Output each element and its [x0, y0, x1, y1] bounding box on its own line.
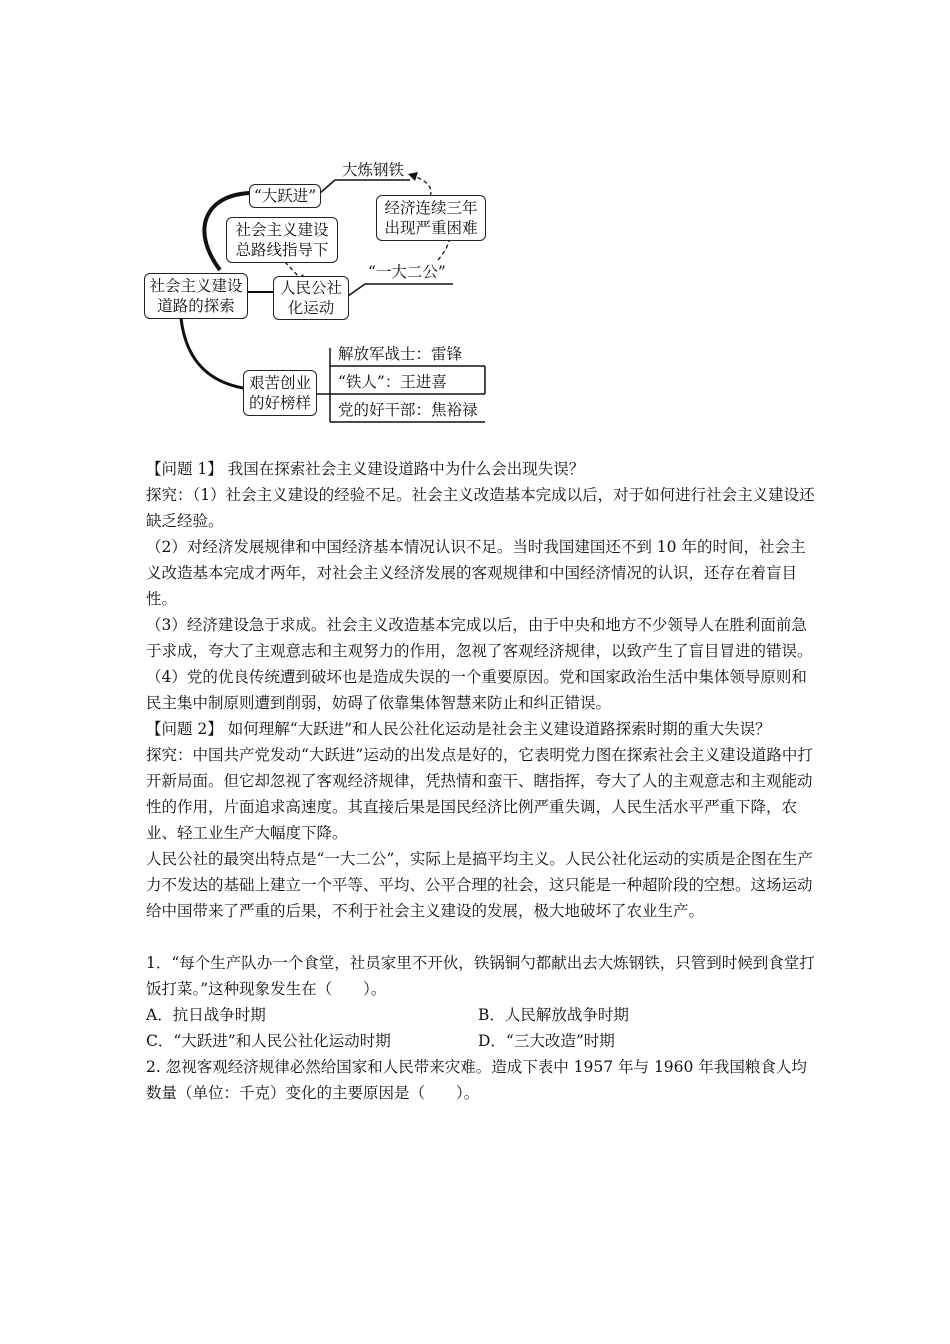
q2-answer-2: 人民公社的最突出特点是“一大二公”，实际上是搞平均主义。人民公社化运动的实质是企图在生产力不发达的基础上建立一个平等、平均、公平合理的社会，这只能是一种超阶段的空想。这场运动给中国带来了严重的后果，不利于社会主义建设的发展，极大地破坏了农业生产。 — [146, 850, 813, 920]
option-b: B．人民解放战争时期 — [478, 1006, 629, 1024]
general-line-box: 社会主义建设 总路线指导下 — [226, 217, 338, 263]
model-item-jiaoyulu: 党的好干部：焦裕禄 — [338, 401, 478, 419]
leap-steel-line — [320, 180, 410, 193]
difficulty-box: 经济连续三年 出现严重困难 — [376, 195, 486, 241]
q2-title: 【问题 2】 如何理解“大跃进”和人民公社化运动是社会主义建设道路探索时期的重大失误？ — [146, 720, 771, 738]
commune-yida-line — [348, 284, 453, 296]
option-c: C．“大跃进”和人民公社化运动时期 — [146, 1032, 391, 1050]
q1-answer-3: （3）经济建设急于求成。社会主义改造基本完成以后，由于中央和地方不少领导人在胜利面前急于求成，夸大了主观意志和主观努力的作用，忽视了客观经济规律，以致产生了盲目冒进的错误。 — [146, 616, 813, 660]
q1-answer-2: （2）对经济发展规律和中国经济基本情况认识不足。当时我国建国还不到 10 年的时间，社会主义改造基本完成才两年，对社会主义经济发展的客观规律和中国经济情况的认识，还存在着盲目性。 — [146, 538, 806, 608]
steel-label: 大炼钢铁 — [342, 161, 405, 179]
yida-label: “一大二公” — [368, 263, 446, 281]
commune-box: 人民公社 化运动 — [273, 276, 349, 320]
q1-title: 【问题 1】 我国在探索社会主义建设道路中为什么会出现失误？ — [146, 460, 585, 478]
knowledge-diagram — [0, 0, 950, 440]
q1-answer-1: 探究：（1）社会主义建设的经验不足。社会主义改造基本完成以后，对于如何进行社会主义建设还缺乏经验。 — [146, 486, 815, 530]
model-item-wangjinxi: “铁人”：王进喜 — [338, 373, 447, 391]
exercise-1: 1．“每个生产队办一个食堂，社员家里不开伙，铁锅铜勺都献出去大炼钢铁，只管到时候到食堂打饭打菜。”这种现象发生在（ ）。 — [146, 954, 815, 998]
root-box: 社会主义建设 道路的探索 — [144, 273, 248, 319]
great-leap-box: “大跃进” — [249, 184, 321, 208]
model-item-leifeng: 解放军战士：雷锋 — [338, 345, 463, 363]
exercise-1-options — [146, 1002, 816, 1054]
option-a: A．抗日战争时期 — [146, 1006, 266, 1024]
q2-answer-1: 探究：中国共产党发动“大跃进”运动的出发点是好的，它表明党力图在探索社会主义建设道路中打开新局面。但它却忽视了客观经济规律，凭热情和蛮干、瞎指挥，夸大了人的主观意志和主观能动性的作用，片面追求高速度。其直接后果是国民经济比例严重失调，人民生活水平严重下降，农业、轻工业生产大幅度下降。 — [146, 746, 813, 842]
model-box: 艰苦创业 的好榜样 — [243, 370, 317, 416]
q1-answer-4: （4）党的优良传统遭到破坏也是造成失误的一个重要原因。党和国家政治生活中集体领导原则和民主集中制原则遭到削弱，妨碍了依靠集体智慧来防止和纠正错误。 — [146, 668, 807, 712]
difficulty-steel-arrow — [413, 176, 431, 196]
option-d: D．“三大改造”时期 — [478, 1032, 615, 1050]
exercise-2: 2. 忽视客观经济规律必然给国家和人民带来灾难。造成下表中 1957 年与 1960 年我国粮食人均数量（单位：千克）变化的主要原因是（ ）。 — [146, 1058, 807, 1102]
main-text — [146, 456, 816, 1106]
